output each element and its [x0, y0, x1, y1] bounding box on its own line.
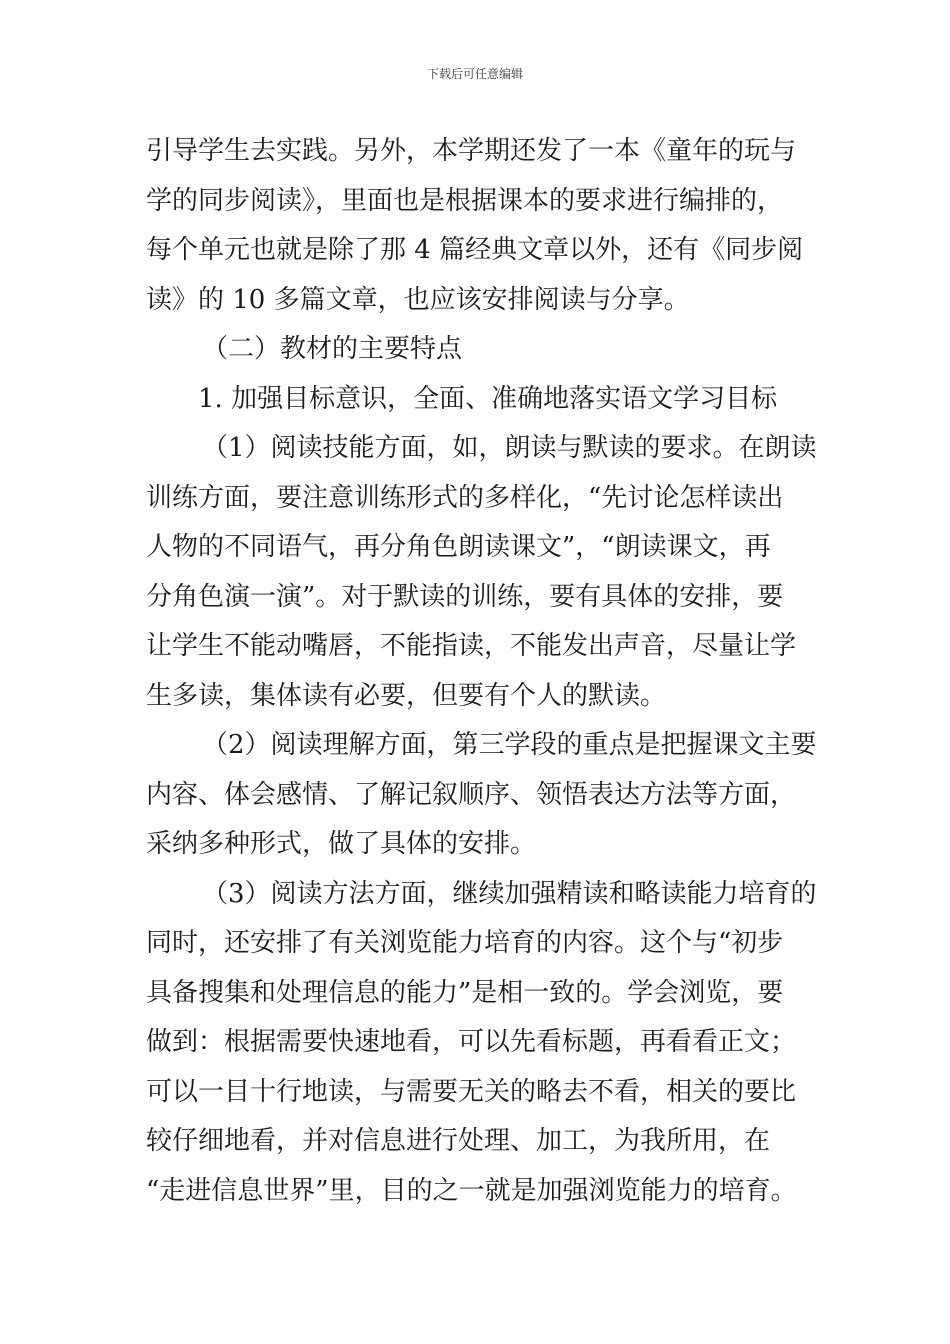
- text-line: 让学生不能动嘴唇，不能指读，不能发出声音，尽量让学: [146, 631, 797, 661]
- text-line: 读》的 10 多篇文章，也应该安排阅读与分享。: [146, 284, 690, 315]
- document-body: [146, 127, 817, 1216]
- text-line: 引导学生去实践。另外，本学期还发了一本《童年的玩与: [146, 136, 797, 166]
- text-line: 训练方面，要注意训练形式的多样化，“先讨论怎样读出: [146, 482, 784, 513]
- text-line: 可以一目十行地读，与需要无关的略去不看，相关的要比: [146, 1076, 797, 1107]
- subsection-heading: 1. 加强目标意识，全面、准确地落实语文学习目标: [198, 383, 778, 414]
- text-line: 同时，还安排了有关浏览能力培育的内容。这个与“初步: [146, 928, 784, 958]
- text-line: 较仔细地看，并对信息进行处理、加工，为我所用，在: [146, 1126, 771, 1156]
- page-header: 下载后可任意编辑: [426, 67, 523, 81]
- text-line: 分角色演一演”。对于默读的训练，要有具体的安排，要: [146, 581, 784, 612]
- text-line: 具备搜集和处理信息的能力”是相一致的。学会浏览，要: [146, 977, 784, 1008]
- text-line: 生多读，集体读有必要，但要有个人的默读。: [146, 680, 667, 711]
- paragraph-start: （2）阅读理解方面，第三学段的重点是把握课文主要: [202, 730, 817, 760]
- text-line: 每个单元也就是除了那 4 篇经典文章以外，还有《同步阅: [146, 235, 804, 265]
- text-line: “走进信息世界”里，目的之一就是加强浏览能力的培育。: [146, 1175, 797, 1206]
- text-line: 人物的不同语气，再分角色朗读课文”，“朗读课文，再: [146, 532, 771, 562]
- text-line: 做到：根据需要快速地看，可以先看标题，再看看正文；: [146, 1027, 797, 1057]
- section-heading: （二）教材的主要特点: [202, 334, 463, 364]
- paragraph-start: （1）阅读技能方面，如，朗读与默读的要求。在朗读: [202, 433, 817, 463]
- text-line: 学的同步阅读》，里面也是根据课本的要求进行编排的，: [146, 185, 784, 216]
- text-line: 内容、体会感情、了解记叙顺序、领悟表达方法等方面，: [146, 779, 797, 810]
- text-line: 采纳多种形式，做了具体的安排。: [146, 829, 537, 859]
- paragraph-start: （3）阅读方法方面，继续加强精读和略读能力培育的: [202, 878, 817, 909]
